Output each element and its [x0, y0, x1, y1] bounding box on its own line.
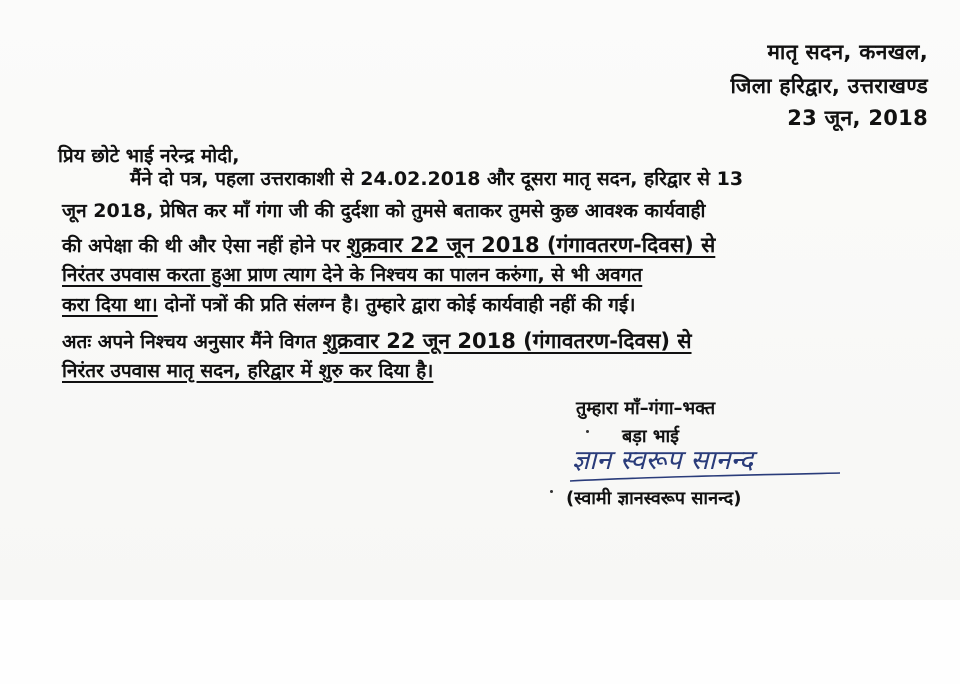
letter-date: 23 जून, 2018 — [787, 106, 928, 130]
body-line-3 — [62, 232, 715, 259]
underlined-fast-started-text: निरंतर उपवास मातृ सदन, हरिद्वार में शुरु कर दिया है। — [62, 360, 434, 382]
body-line-1: मैंने दो पत्र, पहला उत्तराकाशी से 24.02.2018 और दूसरा मातृ सदन, हरिद्वार से 13 — [130, 168, 744, 190]
body-line-7 — [62, 358, 433, 384]
body-line-4 — [62, 262, 642, 288]
body-line-6 — [62, 328, 692, 355]
paper-speck — [586, 430, 589, 433]
body-line-2: जून 2018, प्रेषित कर माँ गंगा जी की दुर्दशा को तुमसे बताकर तुमसे कुछ आवश्क कार्यवाही — [62, 200, 706, 222]
underlined-resolve-text: निरंतर उपवास करता हुआ प्राण त्याग देने के निश्चय का पालन करुंगा, से भी अवगत — [62, 264, 643, 286]
closing-line-2: बड़ा भाई — [622, 426, 679, 447]
handwritten-signature — [568, 437, 868, 487]
underlined-date-phrase-2: शुक्रवार 22 जून 2018 (गंगावतरण-दिवस) से — [322, 329, 692, 353]
signatory-name: (स्वामी ज्ञानस्वरूप सानन्द) — [566, 488, 742, 509]
signature-text: ज्ञान स्वरूप सानन्द — [572, 445, 754, 476]
body-line-5 — [62, 292, 635, 318]
paper-speck — [550, 490, 553, 493]
body-line-3-text: की अपेक्षा की थी और ऐसा नहीं होने पर — [62, 235, 347, 257]
signature-image — [568, 437, 868, 487]
closing-line-1: तुम्हारा माँ–गंगा–भक्त — [576, 398, 716, 419]
address-line-1: मातृ सदन, कनखल, — [767, 40, 928, 64]
underlined-date-phrase-1: शुक्रवार 22 जून 2018 (गंगावतरण-दिवस) से — [346, 233, 716, 257]
address-line-2: जिला हरिद्वार, उत्तराखण्ड — [730, 74, 928, 98]
body-line-5-text: दोनों पत्रों की प्रति संलग्न है। तुम्हारे द्वारा कोई कार्यवाही नहीं की गई। — [157, 294, 636, 316]
body-line-6-text: अतः अपने निश्चय अनुसार मैंने विगत — [62, 331, 323, 353]
salutation: प्रिय छोटे भाई नरेन्द्र मोदी, — [58, 145, 240, 167]
underlined-informed-text: करा दिया था। — [62, 294, 158, 316]
